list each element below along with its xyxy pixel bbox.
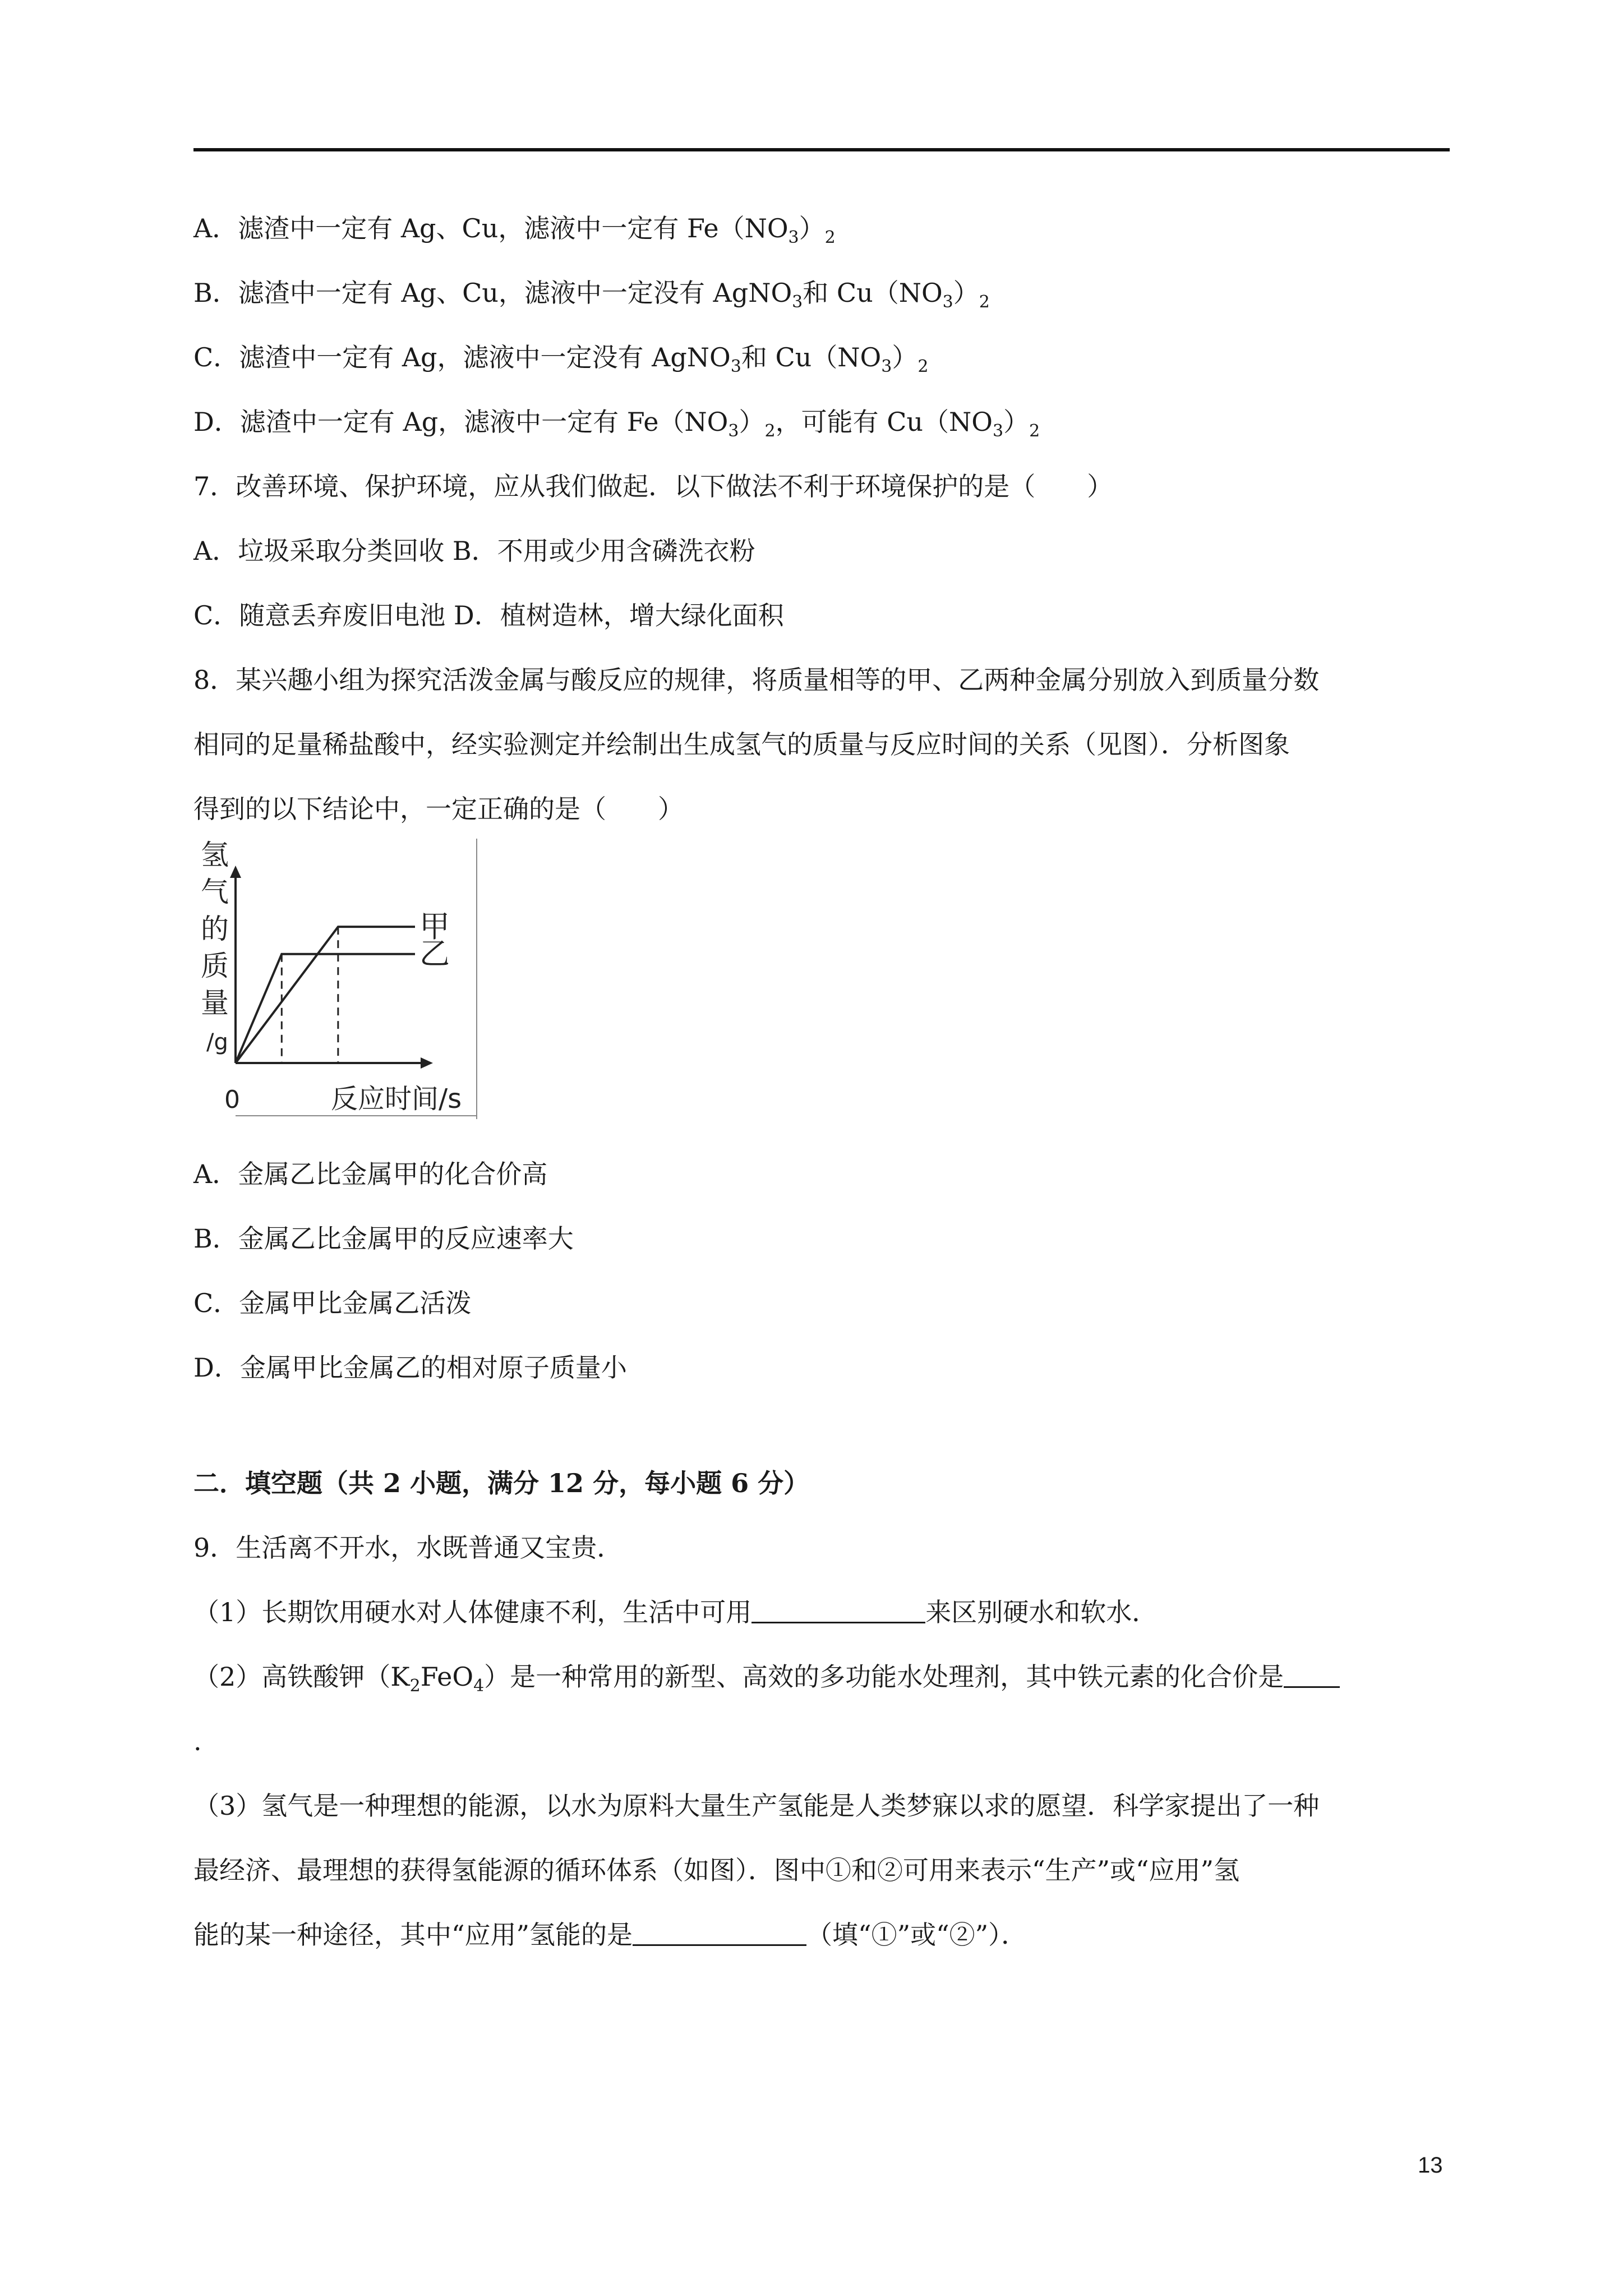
origin-label: 0	[224, 1085, 240, 1114]
y-axis-label-char: 质	[201, 950, 229, 982]
q6-option-c: C．滤渣中一定有 Ag，滤液中一定没有 AgNO$_3$和 $Cu(NO_3)_2$	[193, 342, 929, 376]
series-line-0	[236, 927, 415, 1063]
q9-part3-line3: 能的某一种途径，其中“应用”氢能的是 （填“①”或“②”）．	[193, 1920, 1027, 1950]
series-label-1: 乙	[419, 936, 450, 972]
q7-stem: 7．改善环境、保护环境，应从我们做起．以下做法不利于环境保护的是（ ）	[193, 471, 1113, 501]
answer-blank-2[interactable]	[1284, 1660, 1340, 1688]
q9-part1: （1）长期饮用硬水对人体健康不利，生活中可用 来区别硬水和软水．	[193, 1597, 1158, 1627]
header-rule	[193, 148, 1450, 151]
q6-option-a: A．滤渣中一定有 Ag、Cu，滤液中一定有 $Fe(NO_3)_2$	[193, 213, 836, 247]
y-axis-label-char: 氢	[201, 839, 229, 871]
y-axis-label-char: 量	[201, 987, 229, 1019]
series-label-0: 甲	[419, 909, 450, 945]
q6-option-d: D．滤渣中一定有 Ag，滤液中一定有 $Fe(NO_3)_2$，可能有 $Cu(NO_3)_2$	[193, 407, 1040, 441]
series-line-1	[236, 954, 415, 1063]
q7-options-cd: C．随意丢弃废旧电池 D．植树造林，增大绿化面积	[193, 600, 784, 631]
q8-option-a: A．金属乙比金属甲的化合价高	[193, 1159, 548, 1189]
q6-option-b: B．滤渣中一定有 Ag、Cu，滤液中一定没有 AgNO$_3$和 $Cu(NO_3)_2$	[193, 278, 990, 312]
chart-series	[236, 909, 450, 1063]
q8-option-c: C．金属甲比金属乙活泼	[193, 1288, 472, 1318]
q9-stem: 9．生活离不开水，水既普通又宝贵．	[193, 1533, 623, 1563]
answer-blank-1[interactable]	[751, 1596, 925, 1623]
q8-stem-line3: 得到的以下结论中，一定正确的是（ ）	[193, 794, 684, 824]
q7-options-ab: A．垃圾采取分类回收 B．不用或少用含磷洗衣粉	[193, 536, 755, 566]
q8-option-d: D．金属甲比金属乙的相对原子质量小	[193, 1352, 627, 1383]
y-axis-label-char: 气	[201, 876, 229, 908]
q8-option-b: B．金属乙比金属甲的反应速率大	[193, 1223, 574, 1254]
q9-part3-line1: （3）氢气是一种理想的能源，以水为原料大量生产氢能是人类梦寐以求的愿望．科学家提出了一种	[193, 1791, 1320, 1821]
q9-part2-end: .	[193, 1726, 202, 1756]
q8-stem-line2: 相同的足量稀盐酸中，经实验测定并绘制出生成氢气的质量与反应时间的关系（见图）．分析图象	[193, 729, 1290, 760]
q8-stem-line1: 8．某兴趣小组为探究活泼金属与酸反应的规律，将质量相等的甲、乙两种金属分别放入到质量分数	[193, 665, 1320, 695]
x-axis-label: 反应时间/s	[331, 1083, 462, 1115]
answer-blank-3[interactable]	[633, 1918, 806, 1946]
q9-part3-line2: 最经济、最理想的获得氢能源的循环体系（如图）．图中①和②可用来表示“生产”或“应用”氢	[193, 1855, 1240, 1885]
y-axis-arrow	[230, 866, 241, 878]
section2-heading: 二．填空题（共 2 小题，满分 12 分，每小题 6 分）	[193, 1468, 810, 1498]
x-axis-arrow	[421, 1057, 433, 1069]
hydrogen-mass-chart	[201, 839, 482, 1119]
q9-part2: （2）高铁酸钾$(K_2FeO_4)$是一种常用的新型、高效的多功能水处理剂，其中铁元素的化合价是	[193, 1660, 1340, 1694]
page-number: 13	[1418, 2153, 1443, 2178]
y-axis-label	[201, 839, 229, 1055]
y-axis-label-char: 的	[201, 913, 229, 945]
y-axis-label-char: /g	[206, 1029, 228, 1055]
